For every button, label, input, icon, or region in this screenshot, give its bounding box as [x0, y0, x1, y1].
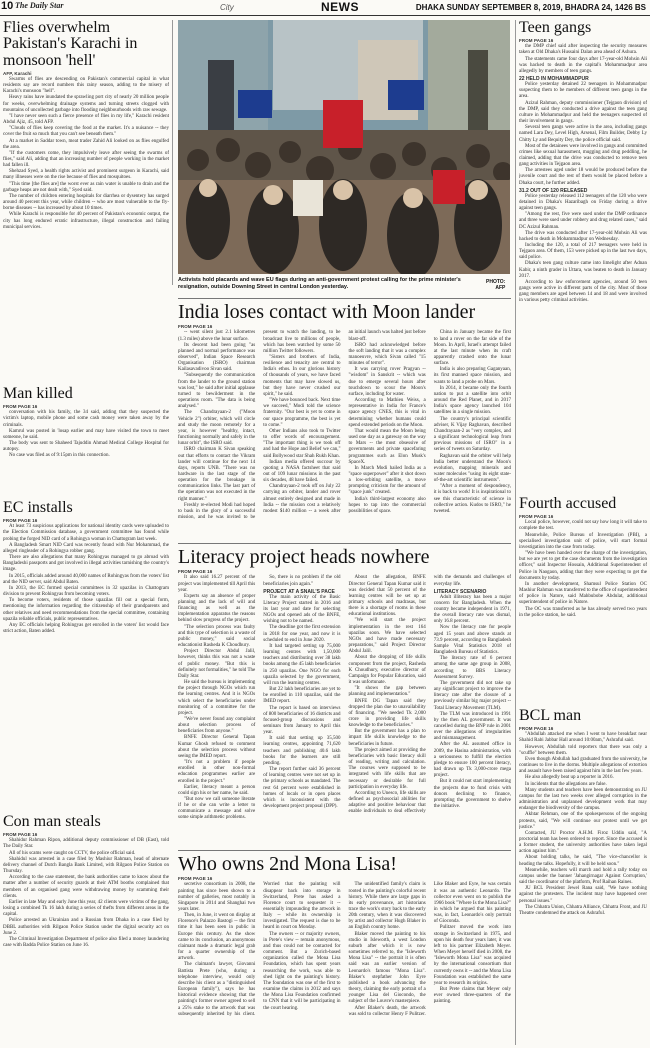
paragraph: Shahidur Rahman Ripon, additional deputy commissioner of DB (East), told The Daily Star. — [3, 838, 169, 850]
story-man-killed — [3, 386, 169, 494]
paragraph: About holding talks, he said, "The vice-chancellor is heading the talks. Hopefully, it will be held soon." — [519, 855, 647, 867]
paragraph: Pulitzer moved the work into storage in Switzerland in 1975, and upon his death four years later, it was left to his partner Elizabeth Meyer. When Meyer herself died in 2008, the "Isleworth Mona Lisa" was acquired by the international consortium that currently owns it -- and the Mona Lisa Foundation was established the same year to research its origins. — [433, 925, 511, 986]
paragraph: That would mean the Moon being used one day as a gateway on the way to Mars -- the most obsessive of governments and private spacefaring programmes such as Elon Musk's SpaceX. — [348, 428, 426, 465]
paragraph: "We will start the project implementation in the rest 164 upazilas soon. We have selected NGOs and have made necessary preparations," said Project Director Abdul Jalil. — [348, 618, 426, 655]
horizontal-rule — [178, 850, 511, 851]
column-rule — [515, 20, 516, 1045]
headline: Con man steals — [3, 814, 101, 830]
paragraph: Police arrested an Ukrainian and a Russian from Dhaka in a case filed by DBBL authorities with Rilgaon Police Station under the digital security act on June 2. — [3, 918, 169, 936]
story-conman — [3, 814, 169, 1046]
paragraph: About the allegation, BNFE Director General Tapan Kumar said it was decided that 50 percent of the learning centres will be set up at primary schools and madrasas, but there is a shortage of rooms in these educational institutions. — [348, 575, 426, 618]
paragraph: While Karachi is responsible for 40 percent of Pakistan's economic output, the city has long endured erratic infrastructure, illegal construction and failing municipal services. — [3, 212, 169, 230]
subheading: 22 HELD IN MOHAMMADPUR — [519, 76, 589, 83]
story-body — [178, 575, 511, 845]
story-teen-gangs — [519, 20, 647, 492]
paragraph: No case was filed as of 9:15pm in this connection. — [9, 453, 110, 459]
page-number: 10 — [1, 0, 14, 12]
headline: BCL man — [519, 708, 582, 724]
paragraph: The drive was conducted after 17-year-old Mohsin Ali was hacked to death in Mohammadpur on Wednesday. — [519, 230, 647, 242]
paragraph: The Chhatra Union, Chhatra Alliance, Chhatra Front, and JU Theatre condemned the attack on Ashraful. — [519, 904, 647, 916]
paragraph: Kamrul was posted in 'losap earlier and may have visited the town to meet someone, he said. — [3, 428, 169, 440]
story-mona-lisa — [178, 854, 511, 1046]
paragraph: To become voters, residents of those upazilas fill out a special form, mentioning the information regarding the citizenship of their grandparents and other relatives and need recommendations from the special committee, containing upazila reliable officials, public representatives. — [3, 598, 169, 622]
section-name: City — [220, 3, 234, 12]
paragraph: According to Mathieu Weiss, a representative in India for France's space agency CNES, this is vital in determining whether humans could spend extended periods on the Moon. — [348, 398, 426, 428]
paragraph: Swarms of flies are descending on Pakistan's commercial capital in what residents say are record numbers this rainy season, adding to the misery of Karachi's monsoon "hell". — [3, 76, 169, 95]
story-body — [178, 330, 511, 538]
paragraph: So, there is no problem if the old beneficiaries join again." — [263, 575, 341, 587]
paragraph: "But now we call someone literate if he or she can write a letter to communicate a message and solve some simple arithmetic problems. — [178, 797, 256, 821]
subheading: LITERACY SCENARIO — [433, 588, 487, 595]
paragraph: Akhtar Rehman, one of the spokespersons of the ongoing protests, said, "We will continue our protest until we get justice." — [519, 812, 647, 830]
paragraph: Most of the detainees were involved in gangs and committed crimes like sexual harassment, mugging and drug peddling, he claimed, adding that the drive was conducted to remove teen gang activities in Tejgaon area. — [519, 143, 647, 168]
story-body — [178, 882, 511, 1044]
paragraph: The statements came four days after 17-year-old Mohsin Ali was hacked to death in the capital's Mohammadpur area allegedly by members of teen gangs. — [519, 56, 647, 74]
paragraph: Raghavan said the orbiter will help India better understand the Moon's evolution, mapping minerals and water molecules "using its eight state-of-the-art scientific instruments". — [433, 453, 511, 484]
column-rule — [172, 20, 173, 285]
byline: AFP, Karachi — [3, 70, 32, 76]
story-body — [519, 732, 647, 917]
story-ec — [3, 500, 169, 812]
paragraph: Experts say an absence of proper planning and the lack of will and financing as well as the implementation apparatus the reasons behind slow progress of the project. — [178, 593, 256, 624]
subheading: 31.2 OUT OF 120 RELEASED — [519, 187, 588, 194]
paragraph: "If the customers come, they impulsively leave after seeing the swarms of flies," said Ali, adding that an increasing number of people working in the market had fallen ill. — [3, 150, 169, 169]
paragraph: BNFE Director General Tapan Kumar Ghosh refused to comment about the selection process without seeing the IMED report. — [178, 735, 256, 759]
paragraph: All of his scams were caught on CCTV, the police official said. — [9, 850, 136, 856]
story-fourth-accused — [519, 496, 647, 704]
paragraph: He said the bureau is implementing the project through NGOs which run the learning centres. And it is NGOs which select the beneficiaries under monitoring of a committee for the project. — [178, 680, 256, 716]
paragraph: It was carrying rover Pragyan -- "wisdom" in Sanskrit -- which was due to emerge several hours after touchdown to scour the Moon's surface, including for water. — [348, 367, 426, 397]
paragraph: "The selection process was faulty and this type of selection is a waste of public money," said social educationist Rasheda K Choudhury. — [178, 624, 256, 649]
byline: FROM PAGE 16 — [3, 404, 38, 410]
masthead — [0, 0, 650, 16]
paragraph: There are also allegations that many Rohingyas managed to go abroad with Bangladeshi passports and got involved in illegal activities tarnishing the country's image. — [3, 555, 169, 573]
paragraph: India's third-largest economy also hopes to tap into the commercial possibilities of space. — [348, 496, 426, 514]
paragraph: "This time [the flies are] the worst ever as rain water is unable to drain and the garbage heaps are not dealt with," Syed said. — [3, 181, 169, 193]
paragraph: Project Director Abdul Jalil, however, thinks this was not a waste of public money. "But this is definitely not formalities," he told The Daily Star. — [178, 649, 256, 679]
paragraph: ISRO chairman K Sivan speaking out that efforts to contact the Vikram lander will continue for the next 14 days, reports UNB. "There was no hardware in the last stage of the operation for the breakage in communication links. The last part of the operation was not executed in the right manner." — [178, 447, 256, 502]
byline: FROM PAGE 16 — [519, 726, 554, 732]
paragraph: "Among the rest, five were sued under the DMP ordinance and three were sued under robbery and drug related cases," said DC Azizul Rahman. — [519, 212, 647, 230]
headline: Man killed — [3, 386, 73, 402]
story-body — [3, 410, 169, 459]
paragraph: "I have never seen such a fierce presence of flies in my life," Karachi resident Abdul Ajiz, 45, told AFP. — [3, 113, 169, 126]
paragraph: After the AL assumed office in 2009, the Hasina administration, with a seriousness to fulfill the election pledge to ensure 100 percent literacy, had drawn up Tk 3,000-crore mega project. — [433, 742, 511, 779]
paragraph: In March Modi hailed India as a "space superpower" after it shot down a low-orbiting satellite, a move prompting criticism for the amount of "space junk" created. — [348, 465, 426, 496]
paragraph: Its descent had been going "as planned and normal performance was observed", Indian Space Research Organisation (ISRO) chairman Kailasavadivoo Sivan said. — [178, 342, 256, 373]
paragraph: The owners -- or majority owners, in Prete's view -- remain anonymous, and thus could not be contacted for comment. But a Zurich-based organization called the Mona Lisa Foundation, which has spent years researching the work, was able to shed light on the painting's history. The foundation was one of the first to examine the claims in 2012 and says the Mona Lisa Foundation confirmed to CNN that it will be participating in the court hearing. — [263, 931, 341, 1011]
paragraph: Adult illiteracy has been a major concern for Bangladesh. When the country became independent in 1971, the overall literacy rate was dismal, only 16.8 percent. — [433, 594, 511, 625]
paragraph: Then, in June, it went on display at Florence's Palazzo Bastogi -- the first time it has been seen in public in Europe this century. As the show came to its conclusion, an anonymous claimant made a dramatic legal grab for a quarter ownership of the artwork. — [178, 913, 256, 962]
paragraph: The report further said 36 percent of learning centres were not set up in the primary schools as mandated. The rest 64 percent were established in homes of locals or in open places which is inconsistent with the development project proposal (DPP). — [263, 767, 341, 810]
paragraph: Now the literacy rate for people aged 15 years and above stands at 73.9 percent, according to Bangladesh Sample Vital Statistics 2018 of Bangladesh Bureau of Statistics. — [433, 625, 511, 656]
paragraph: The TLM was introduced in 1991 by the then AL government. It was cancelled during the BNP rule in 2001 over the allegations of irregularities and mismanagement. — [433, 711, 511, 742]
paragraph: Indian media offered succour by quoting a NASA factsheet that said out of 109 lunar missions in the past six decades, 48 have failed. — [263, 459, 341, 484]
paragraph: It had targeted setting up 75,000 learning centres with 1,50,000 teachers and distributing over 38 lakh books among the 45 lakh beneficiaries in 250 upazilas. One NGO for each upazila selected by the government, will run the learning centres. — [263, 643, 341, 686]
story-body — [3, 838, 169, 949]
byline: FROM PAGE 16 — [519, 38, 554, 44]
paragraph: The report is based on interviews of 800 beneficiaries of 16 districts and focused-group discussions and seminars from January to April this year. — [263, 705, 341, 736]
paragraph: Chandrayaan-2 took off on July 22 carrying an orbiter, lander and rover almost entirely designed and made in India -- the mission cost a relatively modest $140 million -- a week after an initial launch was halted just before blast-off. — [263, 330, 426, 514]
headline: Who owns 2nd Mona Lisa! — [178, 854, 397, 875]
paragraph: Meanwhile, teachers will march and hold a rally today on campus under the banner 'Jahangirnagar Against Corruption,' said the coordinator of the platform, Prof Raihan Raines. — [519, 867, 647, 886]
paragraph: Shehzad Syed, a health rights activist and prominent surgeon in Karachi, said many illnesses were on the rise because of flies and mosquitoes. — [3, 169, 169, 181]
story-literacy — [178, 547, 511, 847]
byline: FROM PAGE 16 — [3, 832, 38, 838]
protest-photo-image — [178, 20, 510, 274]
paragraph: However, Abdullah told reporters that there was only a "scuffle" between them. — [519, 744, 647, 756]
paragraph: In another development, Shamsul Police Station OC Mashiur Rahman was transferred to the office of superintendent of police in Natore, said Mahbubobe Abdulat, additional superintendent of police in Natore. — [519, 581, 647, 606]
paragraph: secretive consortium in 2008, the painting has since been shown to a number of galleries, most notably in Singapore in 2014 and Shanghai two years later. — [178, 882, 256, 913]
paragraph: The unidentified family's claim is rooted in the painting's colorful recent history. While there are large gaps in its early provenance, art historians trace the work's story back to the early 20th century, when it was discovered by artist and collector Hugh Blaker in an English country home. — [348, 882, 426, 931]
paragraph: But Prete claims that Meyer only ever owned three-quarters of the painting. — [433, 987, 511, 1005]
story-body — [3, 524, 169, 635]
paragraph: Meanwhile, Police Bureau of Investigation (PBI), a specialised investigation unit of police, will start formal investigation into the case from today. — [519, 532, 647, 550]
paragraph: "We have been handed over the charge of the investigation, but we are yet to get the case documents from the investigation officer," said Inspector Hossain, Additional Superintendent of Police in Naogaon, adding that they were expecting to get the documents by today. — [519, 551, 647, 581]
paragraph: "It's not a problem if people enrolled in other non-formal education programmes earlier are enrolled in the project." — [178, 760, 256, 784]
paragraph: Local police, however, could not say how long it will take to complete the test. — [519, 520, 647, 532]
headline: Teen gangs — [519, 20, 592, 36]
paragraph: Azizul Rahman, deputy commissioner (Tejgaon division) of the DMP, said they conducted a drive against the teen gang culture in Mohammadpur and held the teenagers suspected of their involvement in gangs. — [519, 100, 647, 125]
paragraph: BNFE DG Tapan said they dropped the plan due to unavailability of financing. "We needed Tk 2,000 crore in providing life skills knowledge to the beneficiaries." — [348, 698, 426, 729]
paragraph: Police yesterday released 112 teenagers of the 120 who were detained in Dhaka's Hazaribagh on Friday during a drive against teen gangs. — [519, 193, 647, 212]
paragraph: According to law enforcement agencies, around 50 teen gangs were active in different parts of the city. Most of those gang members are aged between 14 and 18 and were involved in various petty criminal activities. — [519, 279, 647, 304]
byline: FROM PAGE 16 — [519, 514, 554, 520]
photo-credit-source: AFP — [495, 285, 506, 291]
paragraph: the DMP chief said after inspecting the security measures taken at Old Dhaka's Hussaini Dalan area ahead of Ashura. — [519, 44, 647, 56]
paragraph: Many students and teachers have been demonstrating on JU campus for the last two weeks over alleged corruption in the administration and unplanned development work that may endanger the biodiversity of the campus. — [519, 787, 647, 812]
paragraph: The main activity of the Basic Literacy Project started in 2016 and its last year and date for selecting NGOs and opened ads of the BNFE, wishing not to be named. — [263, 594, 341, 625]
story-flies — [3, 20, 169, 384]
headline: Fourth accused — [519, 496, 617, 512]
paragraph: Any EC officials helping Rohingyas get enrolled in the voters' list would face strict action, Baten added. — [3, 622, 169, 634]
headline: Literacy project heads nowhere — [178, 547, 430, 568]
paragraph: "Sisters and brothers of India, resilience and tenacity are central to India's ethos. In our glorious history of thousands of years, we have faced moments that may have slowed us, but they have never crushed our spirit," he said. — [263, 355, 341, 397]
paragraph: According to Unesco, life skills are defined as psychosocial abilities for adaptive and positive behaviour that enable individuals to deal effectively with the demands and challenges of everyday life. — [348, 575, 511, 815]
paragraph: The Chandrayaan-2 ("Moon Vehicle 2") orbiter, which will circle and study the moon remotely for a year, is however "healthy, intact, functioning normally and safely in the lunar orbit", the ISRO said. — [178, 410, 256, 447]
paragraph: After Blaker's death, the artwork was sold to collector Henry F Pulitzer. Like Blaker and Eyre, he was certain it was an authentic Leonardo. The collector even went on to publish the 1966 book "Where Is the Mona Lisa?" in which he argued that his painting was, in fact, Leonardo's only portrait of Gioconda. — [348, 882, 511, 1017]
paragraph: ISRO had acknowledged before the soft landing that it was a complex manoeuvre, which Sivan called "15 minutes of terror". — [348, 342, 426, 367]
paragraph: Dhaka's teen gang culture came into limelight after Adnan Kabir, a ninth grader in Uttara, was beaten to death in January 2017. — [519, 261, 647, 279]
headline: Flies overwhelm Pakistan's Karachi in monsoon 'hell' — [3, 20, 138, 69]
protest-photo — [178, 20, 510, 274]
paragraph: Earlier, literacy meant a person could sign his or her name, he said. — [178, 784, 256, 796]
paragraph: "Abdullah attacked me when I went to have breakfast near Shahid Rabi Jabbar Hall around 10:00am," Ashraful said. — [519, 732, 647, 744]
paragraph: At a market in Saddar town, meat trader Zahid Ali looked on as flies engulfed the area. — [3, 138, 169, 150]
paragraph: In 2015, officials added around 40,000 names of Rohingyas from the voters' list and the NID server, said Abdul Baten. — [3, 573, 169, 585]
paragraph: The literacy rate of 6 percent among the same age group in 2008, according to BBS Literacy Assessment Survey. — [433, 656, 511, 680]
paragraph: China in January became the first to land a rover on the far side of the Moon. In April, Israel's attempt failed at the last minute when its craft apparently crashed onto the lunar surface. — [433, 330, 511, 367]
paragraph: conversation with his family, the 34 said, adding that they suspected the victim's laptop, mobile phone and some cash money were taken away by the criminals. — [3, 410, 169, 428]
story-bcl-man — [519, 708, 647, 1046]
paragraph: The claimant's lawyer, Giovanni Battista Prete (who, during a telephone interview, would only describe his client as a "distinguished European family"), says he has historical evidence showing that the painting's former owner agreed to sell a 25% stake to the artwork that was subsequently inherited by his client. Worried that the painting will disappear back into storage in Switzerland, Prete has asked a Florence court to sequester it -- essentially impounding the artwork in Italy -- while its ownership is investigated. The request is due to be heard in court on Monday. — [178, 882, 341, 1017]
headline: EC installs — [3, 500, 73, 516]
newspaper-name: The Daily Star — [15, 1, 64, 10]
paragraph: Contacted, JU Proctor A.H.M. Firoz Uddin said, "A proctorial team has been ordered to report. Since the accused is a former student, the university authorities have taken legal action against him." — [519, 830, 647, 855]
paragraph: According to the case statement, the bank authorities came to know about the matter after a number of security guards at their ATM booths complained that members of an organised gang were withdrawing money by scamming their clients. — [3, 875, 169, 899]
paragraph: About the dropping of life skills component from the project, Rasheda K Choudhury, executive director of Campaign for Popular Education, said it was unfortunate. — [348, 655, 426, 686]
paragraph: "We have bounced back. Next time we succeed," Modi told the science fraternity. "Our best is yet to come in our space programme, the best is yet to come." — [263, 398, 341, 428]
paragraph: The number of children entering hospitals for diarrhea or dysentery has surged around 40 percent this year, while children -- who are most vulnerable to the fly-borne diseases -- has increased by about 10 times. — [3, 193, 169, 212]
story-india — [178, 302, 511, 540]
paragraph: Police yesterday detained 22 teenagers in Mohammadpur suspecting them to be members of different teen gangs in the area. — [519, 82, 647, 100]
paragraph: Heavy rains have inundated the sprawling port city of nearly 20 million people for weeks, overwhelming drainage systems and turning streets clogged with mountains of uncollected garbage into flooding neighbourhoods with raw sewage. — [3, 95, 169, 113]
paragraph: Even though Abdullah had graduated from the university, he continues to live in the dorms. Multiple allegations of extortion and assault have been raised against him in the last few years. — [519, 756, 647, 775]
paragraph: -- went silent just 2.1 kilometres (1.3 miles) above the lunar surface. — [178, 330, 256, 342]
paragraph: The OC was transferred as he has already served two years in the police station, he said. — [519, 606, 647, 618]
paragraph: The Criminal Investigation Department of police also filed a money laundering case with Badda Police Station on June 16. — [3, 936, 169, 948]
dateline: DHAKA SUNDAY SEPTEMBER 8, 2019, BHADRA 24, 1426 BS — [415, 3, 646, 12]
byline: FROM PAGE 16 — [178, 324, 213, 330]
paragraph: The arrestees aged under 18 would be produced before the juvenile court and the rest of them would be placed before a Dhaka court, he further added. — [519, 168, 647, 186]
horizontal-rule — [178, 543, 511, 544]
paragraph: "Subsequently the communication from the lander to the ground station was lost," he said after initial applause turned to bewilderment in the operations room. "The data is being analysed." — [178, 373, 256, 410]
headline: India loses contact with Moon lander — [178, 302, 476, 323]
paragraph: Blaker moved the painting to his studio in Isleworth, a west London suburb after which it is now sometimes referred to, the "Isleworth Mona Lisa" -- the portrait it is often said was an earlier version of Leonardo's famous "Mona Lisa". Blaker's stepfather John Eyre published a book advancing the theory, claiming the early portrait of a younger Lisa del Giocondo, the subject of the Louvre's masterpiece. — [348, 931, 426, 1005]
paragraph: The country's principal scientific adviser, K Vijay Raghavan, described Chandrayaan-2 as "very complex, and a significant technological leap from previous missions of ISRO" in a series of tweets on Saturday. — [433, 416, 511, 453]
paragraph: India is also preparing Gaganyaan, its first manned space mission, and wants to land a probe on Mars. — [433, 367, 511, 385]
paragraph: Several teen gangs were active in the area, including gangs named Lara Dey, Level High, Arsenal, Film Builder, Debby Ly Chitty Ly and Bequity Dey, the police official said. — [519, 125, 647, 143]
paragraph: But it could not start implementing the projects due to fund crisis with donors declining to finance, prompting the government to shelve the initiative. — [433, 779, 511, 810]
paragraph: The project aimed at providing the beneficiaries with basic literacy skill of reading, writing and calculation. The courses were supposed to be integrated with life skills that are necessary or desirable for full participation in everyday life. — [348, 747, 426, 790]
paragraph: "We've never found any complaint about selection process of beneficiaries from anyone." — [178, 716, 256, 735]
paragraph: It said that setting up 35,500 learning centres, appointing 71,620 teachers and publishing 40.6 lakh books for the learners are still pending. — [263, 736, 341, 766]
paragraph: JU BCL President Jewel Rana said, "We have nothing against the protesters. The incident may have happened over personal issues." — [519, 886, 647, 904]
paragraph: In 2014, it became only the fourth nation to put a satellite into orbit around the Red Planet, and in 2017 India's space agency launched 104 satellites in a single mission. — [433, 385, 511, 416]
paragraph: "Clouds of flies keep covering the food at the market. It's a nuisance -- they cover the fruit so much that you can't see beneath them." — [3, 126, 169, 138]
paragraph: Earlier in late May and early June this year, 42 clients were victims of the gang, losing a combined Tk 16 lakh during a series of thefts from different areas in the capital. — [3, 899, 169, 918]
paragraph: In incidents that the allegations are false. — [525, 781, 607, 787]
paragraph: "It shows the gap between planning and implementation." — [348, 686, 426, 698]
paragraph: Other Indians also took to Twitter to offer words of encouragement. "The important thing is we took off and had the Hope and Belief we can," said Bollywood star Shah Rukh Khan. — [263, 428, 341, 459]
story-body — [519, 44, 647, 304]
section-label: NEWS — [321, 0, 359, 14]
paragraph: The government did not take up any significant project to improve the literacy rate after the closure of a previously similar big major project -- Total Literacy Movement (TLM). — [433, 680, 511, 711]
photo-credit — [486, 279, 505, 291]
paragraph: But 22 lakh beneficiaries are yet to be enrolled in 110 upazilas, said the IMED report. — [263, 687, 341, 705]
paragraph: In 2013, the EC formed special committees in 32 upazilas in Chattogram division to prevent Rohingyas from becoming voters. — [3, 585, 169, 598]
paragraph: It also said 16.27 percent of the project was implemented till April this year. — [178, 575, 256, 593]
paragraph: "After a moment of despondency, it is back to work! It is inspirational to see this characteristic of science in collective action. Kudos to ISRO," he tweeted. — [433, 484, 511, 514]
paragraph: Including the 120, a total of 217 teenagers were held in Tejgaon area. Of them, 153 were picked up in the last two days, said police. — [519, 243, 647, 261]
story-body — [3, 77, 169, 231]
byline: FROM PAGE 16 — [3, 518, 38, 524]
byline: FROM PAGE 16 — [178, 876, 213, 882]
paragraph: But the government has a plan to impart life skills knowledge to the beneficiaries in future. — [348, 729, 426, 747]
photo-caption: Activists hold placards and wave EU flags during an anti-government protest calling for the prime minister's resignation, outside Downing Street in central London yesterday. — [178, 277, 461, 290]
paragraph: Shahidul was arrested in a case filed by Mashiur Rahman, head of alternate delivery channel of Dutch Bangla Bank Limited, with Rilgaon Police Station on Thursday. — [3, 856, 169, 875]
horizontal-rule — [178, 298, 511, 299]
paragraph: A Bangladesh Smart NID Card was recently found with Nur Mohammad, the alleged ringleader of a Rohingya robber gang. — [3, 542, 169, 554]
subheading: PROJECT AT A SNAIL'S PACE — [263, 588, 335, 595]
paragraph: At least 73 suspicious applications for national identity cards were uploaded to the Election Commission database, a government committee has found while probing the forged NID card of a Rohingya woman in Chattogram last week. — [3, 524, 169, 542]
paragraph: The deadline got the first extension in 2018 for one year, and now it is scheduled to end in June 2020. — [263, 625, 341, 643]
photo-credit-label: PHOTO: — [486, 279, 506, 285]
paragraph: He also allegedly beat up a reporter in 2016. — [525, 775, 614, 781]
story-body — [519, 520, 647, 619]
paragraph: The body was sent to Shaheed Tajuddin Ahmad Medical College Hospital for autopsy. — [3, 441, 169, 453]
byline: FROM PAGE 16 — [178, 569, 213, 575]
paragraph: Freshly re-elected Modi had hoped to bask in the glory of a successful mission, and he was invited to be present to watch the landing, to be broadcast live to millions of people, which has been watched by some 50 million Twitter followers. — [178, 330, 341, 521]
